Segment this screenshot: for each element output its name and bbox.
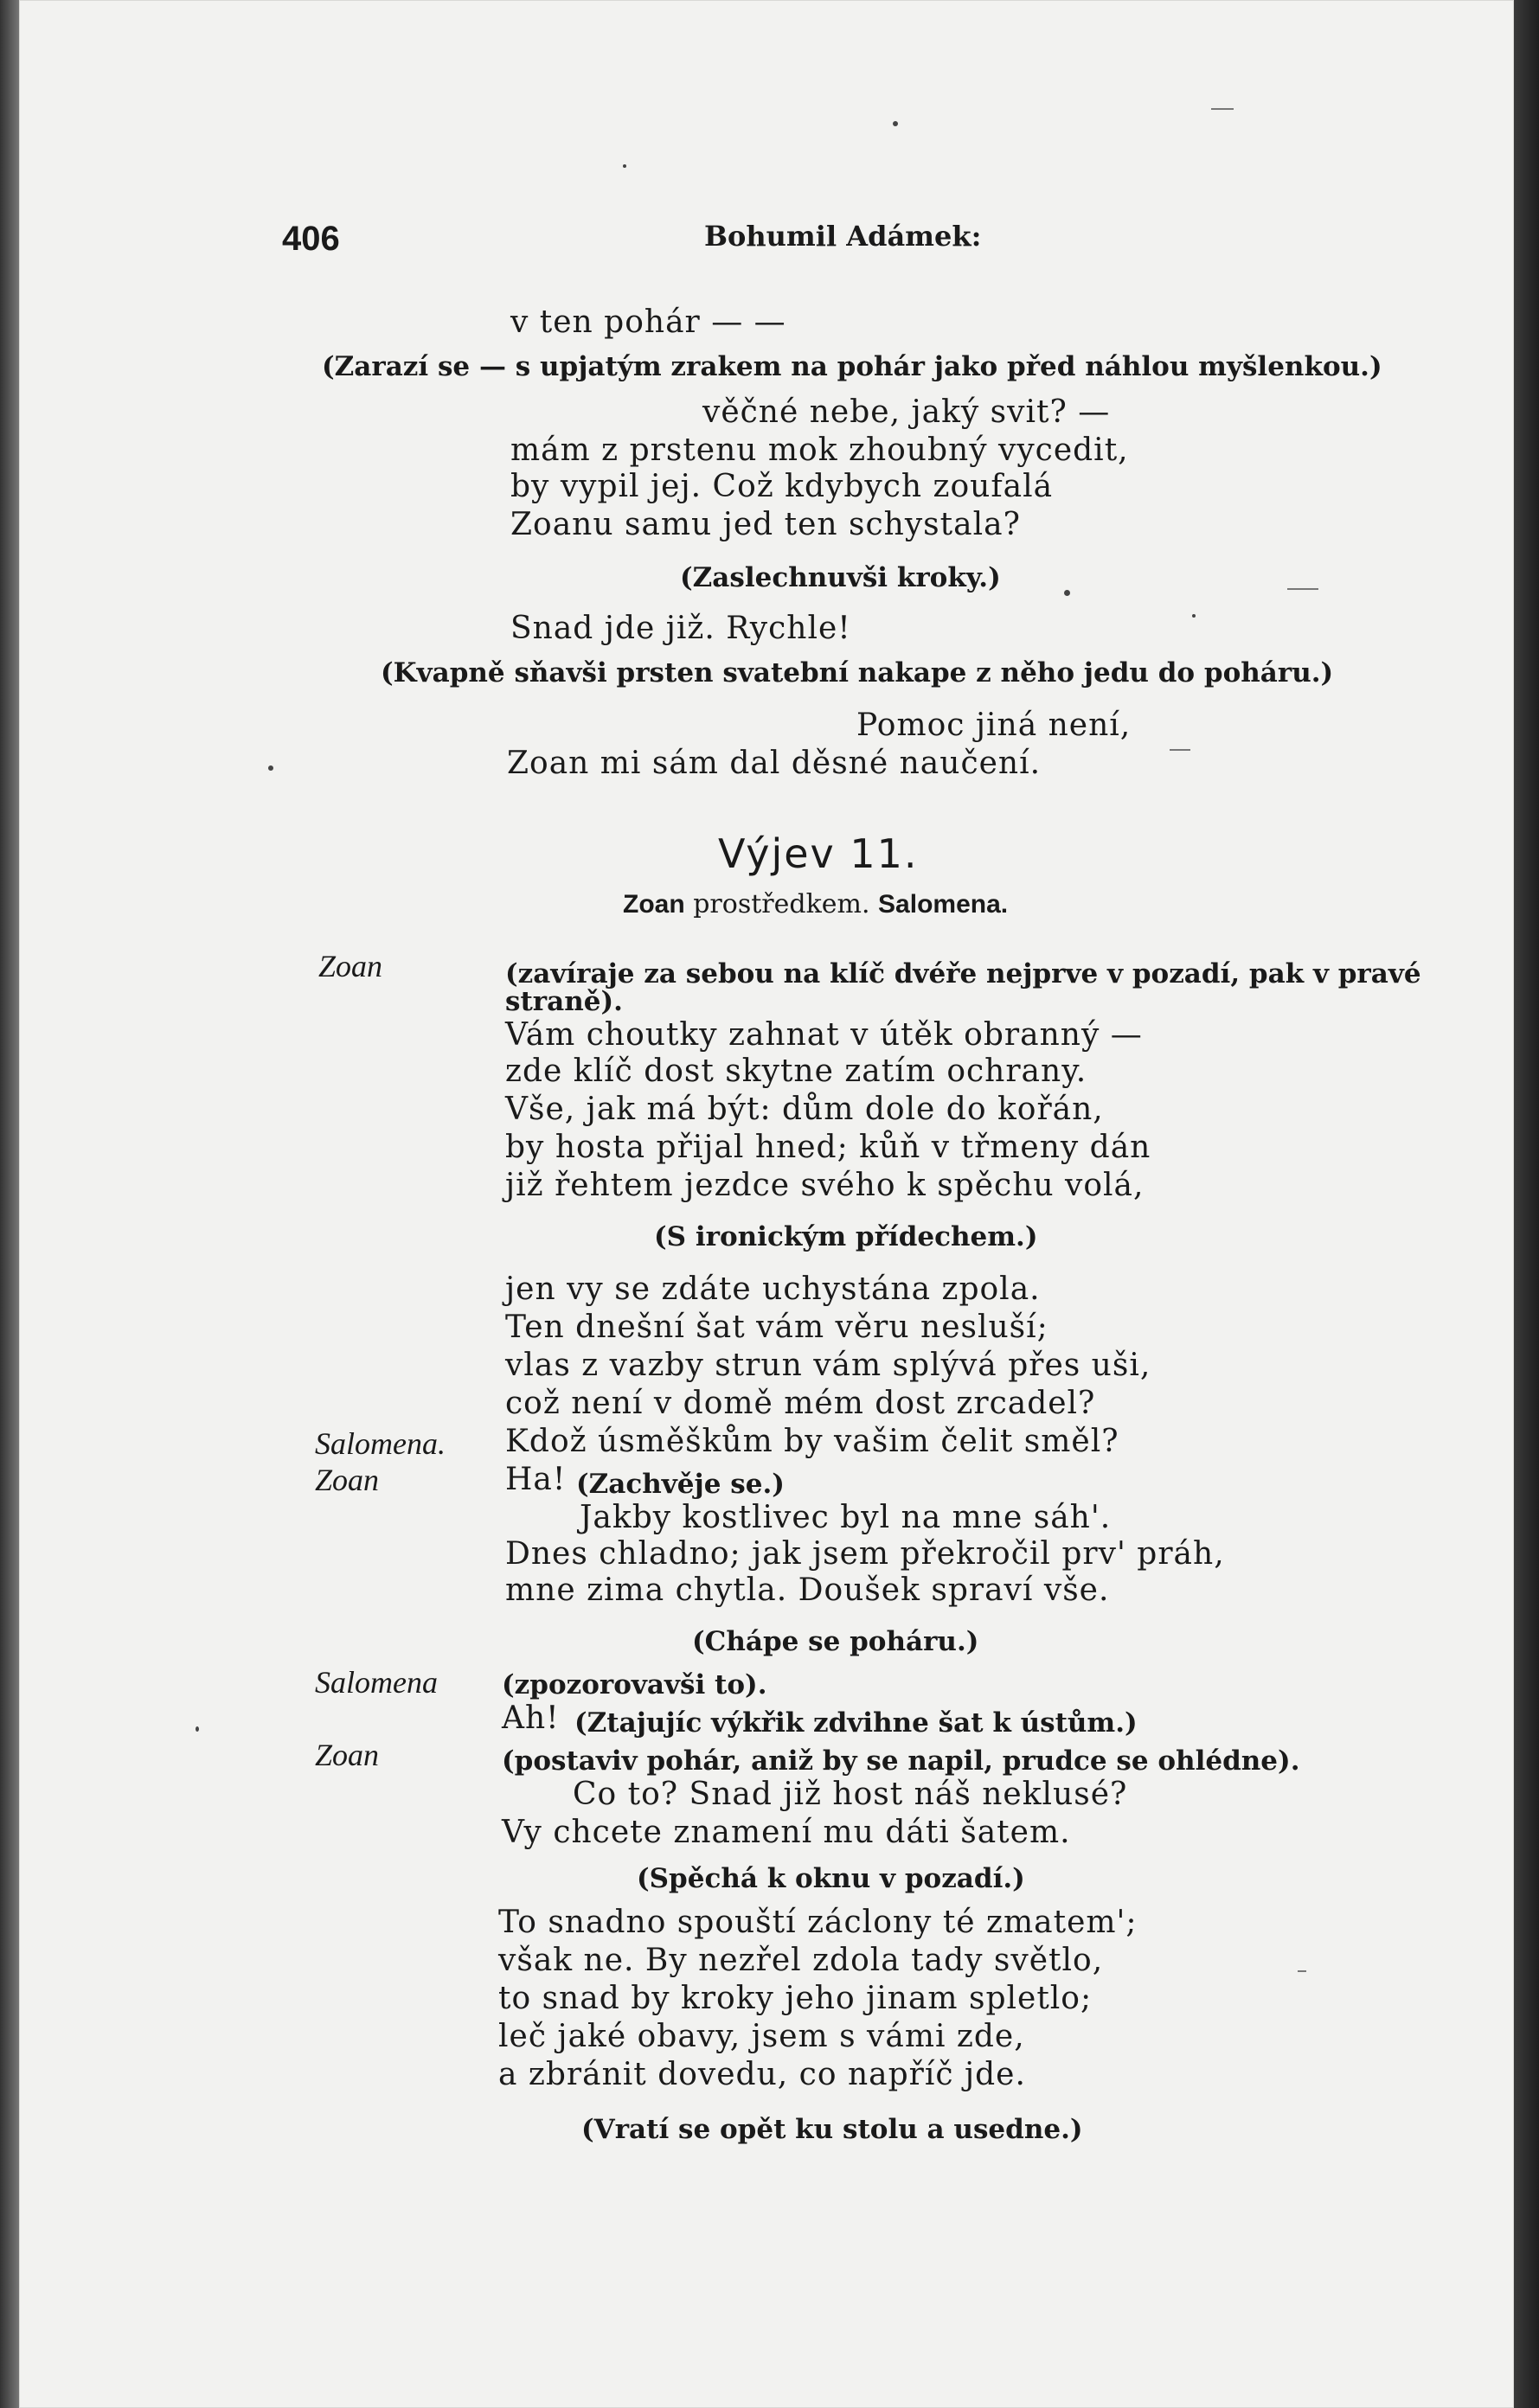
verse-line: Vše, jak má být: dům dole do kořán, <box>505 1092 1104 1127</box>
cast-line <box>623 889 1008 919</box>
verse-line: Pomoc jiná není, <box>856 708 1132 743</box>
verse-line: Vám choutky zahnat v útěk obranný — <box>505 1017 1143 1053</box>
scan-left-edge <box>0 0 19 2408</box>
stage-direction: (Zaslechnuvši kroky.) <box>680 562 1001 593</box>
speaker-label: Zoan <box>318 949 383 983</box>
verse-line: mne zima chytla. Doušek spraví vše. <box>505 1572 1110 1608</box>
stage-direction: (Chápe se poháru.) <box>692 1626 979 1657</box>
verse-line: zde klíč dost skytne zatím ochrany. <box>505 1054 1087 1089</box>
verse-line: Zoanu samu jed ten schystala? <box>510 507 1021 542</box>
cast-name: Salomena. <box>878 890 1009 919</box>
verse-line: což není v domě mém dost zrcadel? <box>505 1386 1096 1421</box>
verse-line: Kdož úsměškům by vašim čelit směl? <box>505 1424 1119 1459</box>
speaker-label: Salomena <box>315 1665 438 1700</box>
stage-direction: (Spěchá k oknu v pozadí.) <box>637 1863 1025 1894</box>
verse-line: Snad jde již. Rychle! <box>510 611 851 646</box>
verse-line: Jakby kostlivec byl na mne sáh'. <box>580 1500 1112 1535</box>
scan-mark <box>1211 108 1234 110</box>
scan-speck <box>893 121 898 126</box>
scan-mark <box>1170 749 1190 751</box>
scan-right-edge <box>1514 0 1539 2408</box>
verse-line: již řehtem jezdce svého k spěchu volá, <box>505 1168 1145 1203</box>
stage-direction: (Zarazí se — s upjatým zrakem na pohár jako před náhlou myšlenkou.) <box>322 351 1382 382</box>
speaker-label: Salomena. <box>315 1426 446 1461</box>
verse-line: vlas z vazby strun vám splývá přes uši, <box>505 1348 1151 1383</box>
verse-line: Ah! <box>502 1700 560 1736</box>
cast-text: prostředkem. <box>693 889 870 919</box>
verse-line: Vy chcete znamení mu dáti šatem. <box>502 1815 1071 1850</box>
scan-speck <box>268 765 273 771</box>
scan-mark <box>1287 588 1318 590</box>
verse-line: věčné nebe, jaký svit? — <box>702 394 1111 430</box>
scan-speck <box>1064 590 1070 596</box>
verse-line: by vypil jej. Což kdybych zoufalá <box>510 469 1054 504</box>
scan-speck <box>623 164 626 168</box>
scan-speck <box>1192 614 1196 618</box>
speaker-label: Zoan <box>315 1738 380 1772</box>
stage-direction: (Kvapně sňavši prsten svatební nakape z něho jedu do poháru.) <box>381 657 1334 688</box>
stage-direction: (postaviv pohár, aniž by se napil, prudce se ohlédne). <box>502 1745 1300 1777</box>
verse-line: leč jaké obavy, jsem s vámi zde, <box>498 2019 1025 2054</box>
verse-line: by hosta přijal hned; kůň v třmeny dán <box>505 1130 1151 1165</box>
verse-line: však ne. By nezřel zdola tady světlo, <box>498 1943 1104 1978</box>
stage-direction: (Vratí se opět ku stolu a usedne.) <box>581 2114 1083 2145</box>
page-number: 406 <box>282 220 340 258</box>
verse-line: v ten pohár — — <box>510 304 786 340</box>
stage-direction: straně). <box>505 986 623 1017</box>
verse-line: a zbránit dovedu, co napříč jde. <box>498 2057 1026 2092</box>
verse-line: Ha! <box>505 1462 567 1497</box>
stage-direction: (zpozorovavši to). <box>502 1669 767 1700</box>
stage-direction: (Zachvěje se.) <box>576 1469 785 1500</box>
running-title: Bohumil Adámek: <box>704 220 982 253</box>
verse-line: mám z prstenu mok zhoubný vycedit, <box>510 432 1129 468</box>
scan-mark <box>1298 1970 1306 1972</box>
verse-line: to snad by kroky jeho jinam spletlo; <box>498 1981 1093 2016</box>
speaker-label: Zoan <box>315 1463 380 1497</box>
stage-direction: (zavíraje za sebou na klíč dvéře nejprve v pozadí, pak v pravé <box>505 958 1421 989</box>
scene-heading: Výjev 11. <box>718 830 919 877</box>
stage-direction: (S ironickým přídechem.) <box>654 1221 1038 1252</box>
stage-direction: (Ztajujíc výkřik zdvihne šat k ústům.) <box>574 1707 1138 1739</box>
verse-line: Co to? Snad již host náš neklusé? <box>573 1777 1128 1812</box>
verse-line: Zoan mi sám dal děsné naučení. <box>507 746 1042 781</box>
verse-line: To snadno spouští záclony té zmatem'; <box>498 1905 1138 1940</box>
scan-speck <box>196 1726 199 1732</box>
verse-line: Ten dnešní šat vám věru nesluší; <box>505 1310 1048 1345</box>
cast-name: Zoan <box>623 890 685 919</box>
verse-line: jen vy se zdáte uchystána zpola. <box>505 1271 1041 1307</box>
verse-line: Dnes chladno; jak jsem překročil prv' práh, <box>505 1536 1225 1572</box>
